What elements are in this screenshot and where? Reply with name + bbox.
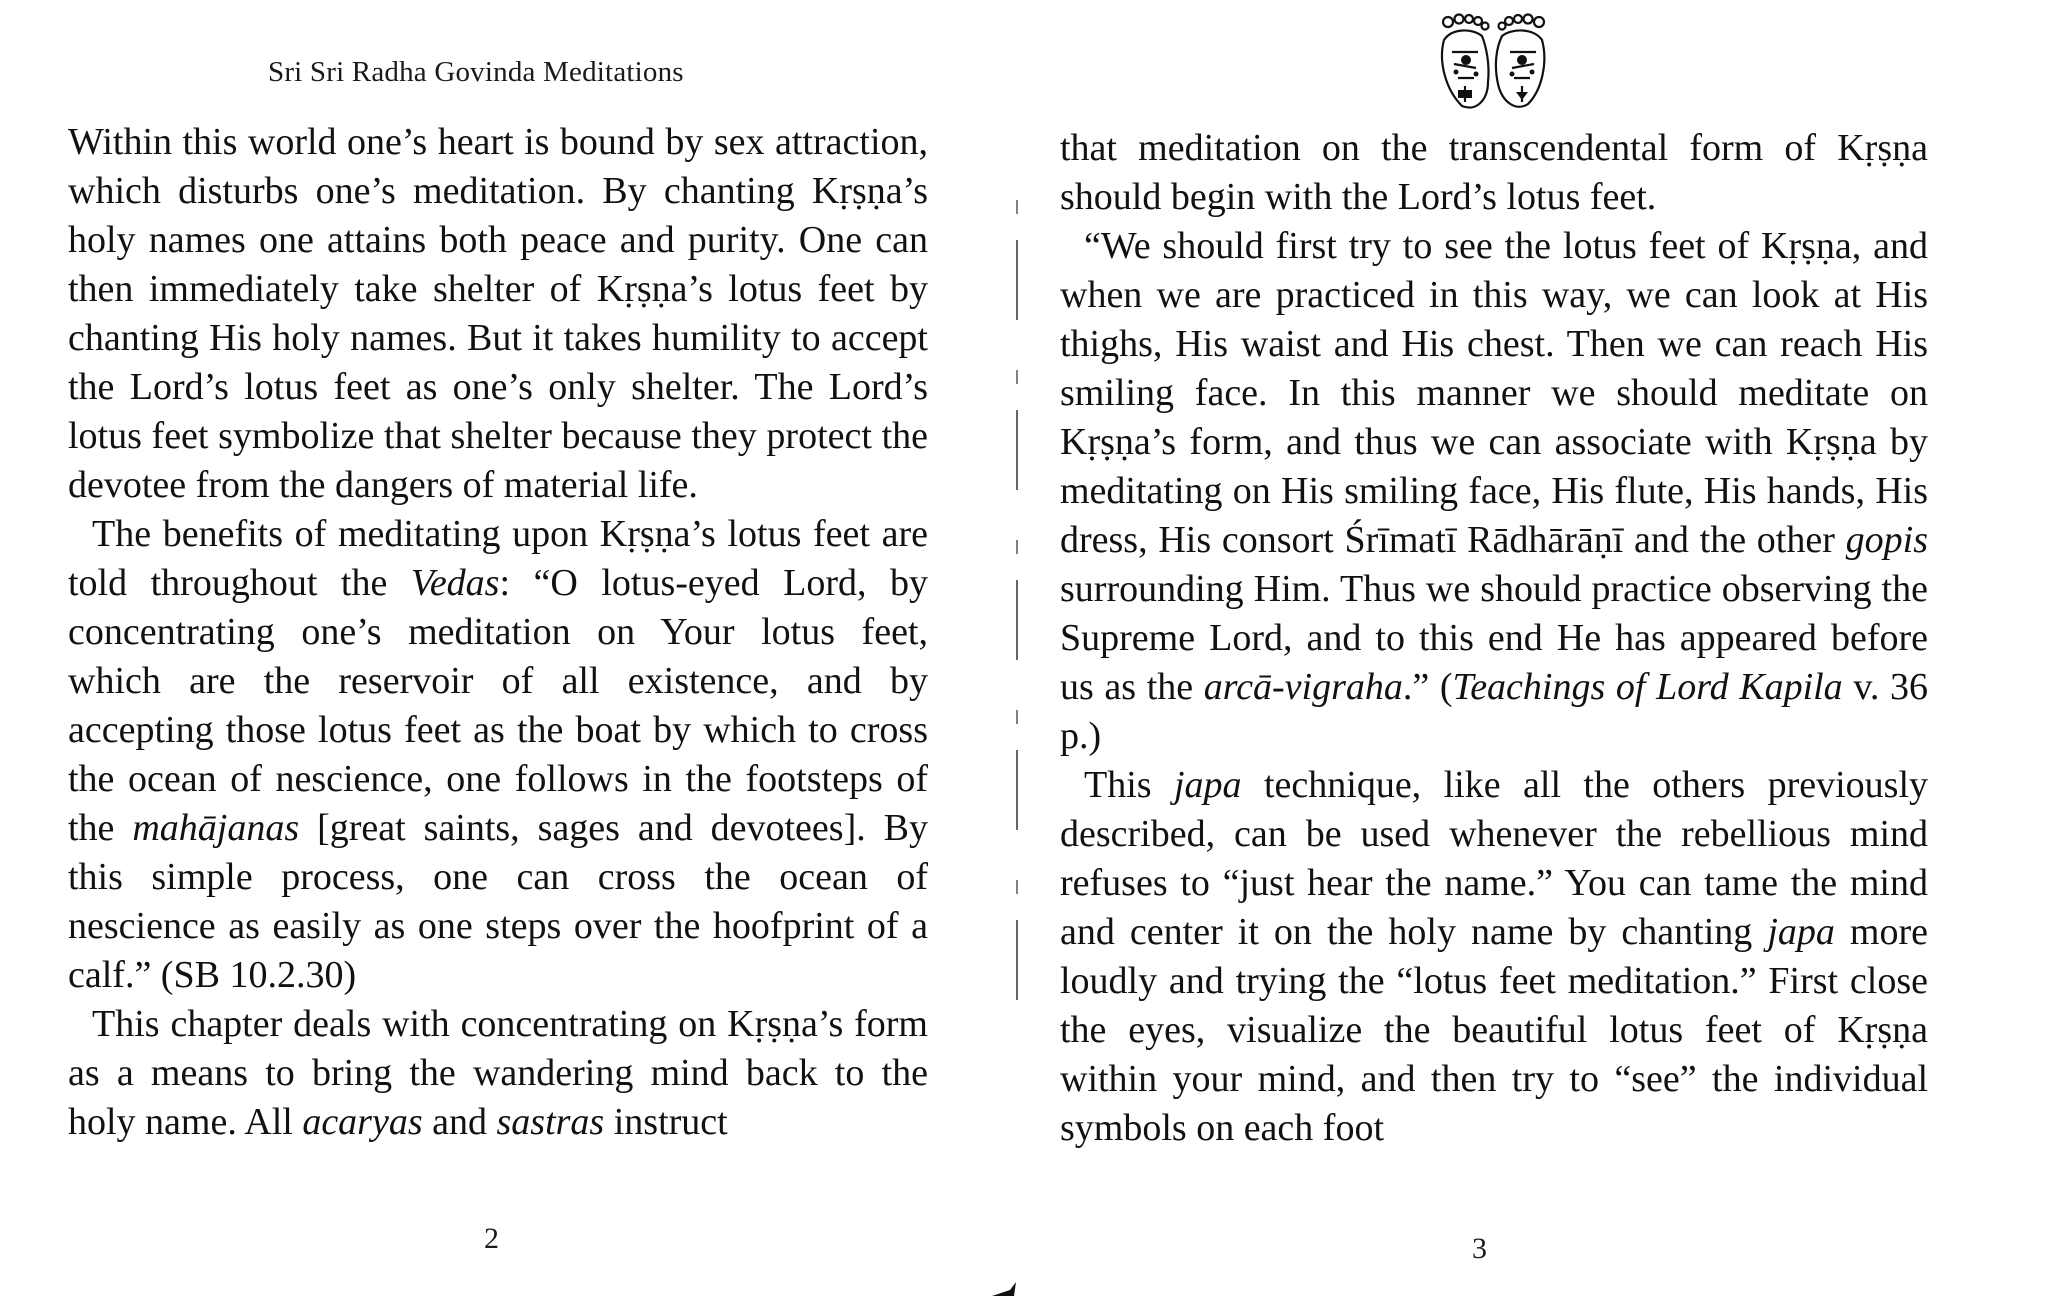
paragraph: [1060, 222, 1928, 761]
text-run: [great saints, sages and devotees]. By this simple process, one can cross the ocean of nescience as easily as one steps over the hoofprint of a calf.” (SB 10.2.30): [68, 807, 928, 996]
gutter-mark-icon: [990, 1282, 1020, 1298]
paragraph: [1060, 761, 1928, 1153]
italic-text: acaryas: [302, 1101, 423, 1143]
running-head: Sri Sri Radha Govinda Meditations: [268, 56, 684, 88]
text-run: : “O lotus-eyed Lord, by concentrating one’s meditation on Your lotus feet, which are the reservoir of all existence, and by accepting those lotus feet as the boat by which to cross the ocean of nescience, one follows in the footsteps of the: [68, 562, 928, 849]
italic-text: japa: [1173, 764, 1242, 806]
text-run: This: [1084, 764, 1174, 806]
paragraph: [1060, 124, 1928, 222]
text-run: instruct: [604, 1101, 728, 1143]
text-run: v. 36 p.): [1060, 666, 1928, 757]
paragraph: [68, 118, 928, 510]
italic-text: japa: [1767, 911, 1835, 953]
text-run: Within this world one’s heart is bound by sex attraction, which disturbs one’s meditation. By chanting Kṛṣṇa’s holy names one attains both peace and purity. One can then immediately take shelter of Kṛṣṇa’s lotus feet by chanting His holy names. But it takes humility to accept the Lord’s lotus feet as one’s only shelter. The Lord’s lotus feet symbolize that shelter because they protect the devotee from the dangers of material life.: [68, 121, 928, 506]
italic-text: Teachings of Lord Kapila: [1452, 666, 1843, 708]
italic-text: gopis: [1845, 519, 1928, 561]
text-run: .” (: [1402, 666, 1453, 708]
page-number-right: 3: [1472, 1232, 1487, 1265]
paragraph: [68, 1000, 928, 1147]
text-run: more loudly and trying the “lotus feet meditation.” First close the eyes, visualize the beautiful lotus feet of Kṛṣṇa within your mind, and then try to “see” the individual symbols on each foot: [1060, 911, 1928, 1149]
page-number-left: 2: [484, 1222, 499, 1255]
italic-text: mahājanas: [132, 807, 300, 849]
page-gutter: [1016, 200, 1018, 1020]
text-run: technique, like all the others previously described, can be used whenever the rebellious mind refuses to “just hear the name.” You can tame the mind and center it on the holy name by chanting: [1060, 764, 1928, 953]
italic-text: arcā-vigraha: [1203, 666, 1403, 708]
text-run: and: [422, 1101, 497, 1143]
text-run: that meditation on the transcendental form of Kṛṣṇa should begin with the Lord’s lotus feet.: [1060, 127, 1928, 218]
text-run: surrounding Him. Thus we should practice observing the Supreme Lord, and to this end He has appeared before us as the: [1060, 568, 1928, 708]
right-page-body: [1060, 124, 1928, 1153]
left-page-body: [68, 118, 928, 1147]
paragraph: [68, 510, 928, 1000]
text-run: “We should first try to see the lotus feet of Kṛṣṇa, and when we are practiced in this way, we can look at His thighs, His waist and His chest. Then we can reach His smiling face. In this manner we should meditate on Kṛṣṇa’s form, and thus we can associate with Kṛṣṇa by meditating on His smiling face, His flute, His hands, His dress, His consort Śrīmatī Rādhārāṇī and the other: [1060, 225, 1928, 561]
text-run: This chapter deals with concentrating on Kṛṣṇa’s form as a means to bring the wandering mind back to the holy name. All: [68, 1003, 928, 1143]
italic-text: Vedas: [410, 562, 500, 604]
italic-text: sastras: [496, 1101, 605, 1143]
lotus-footprints-icon: [1432, 12, 1554, 112]
text-run: The benefits of meditating upon Kṛṣṇa’s lotus feet are told throughout the: [68, 513, 928, 604]
